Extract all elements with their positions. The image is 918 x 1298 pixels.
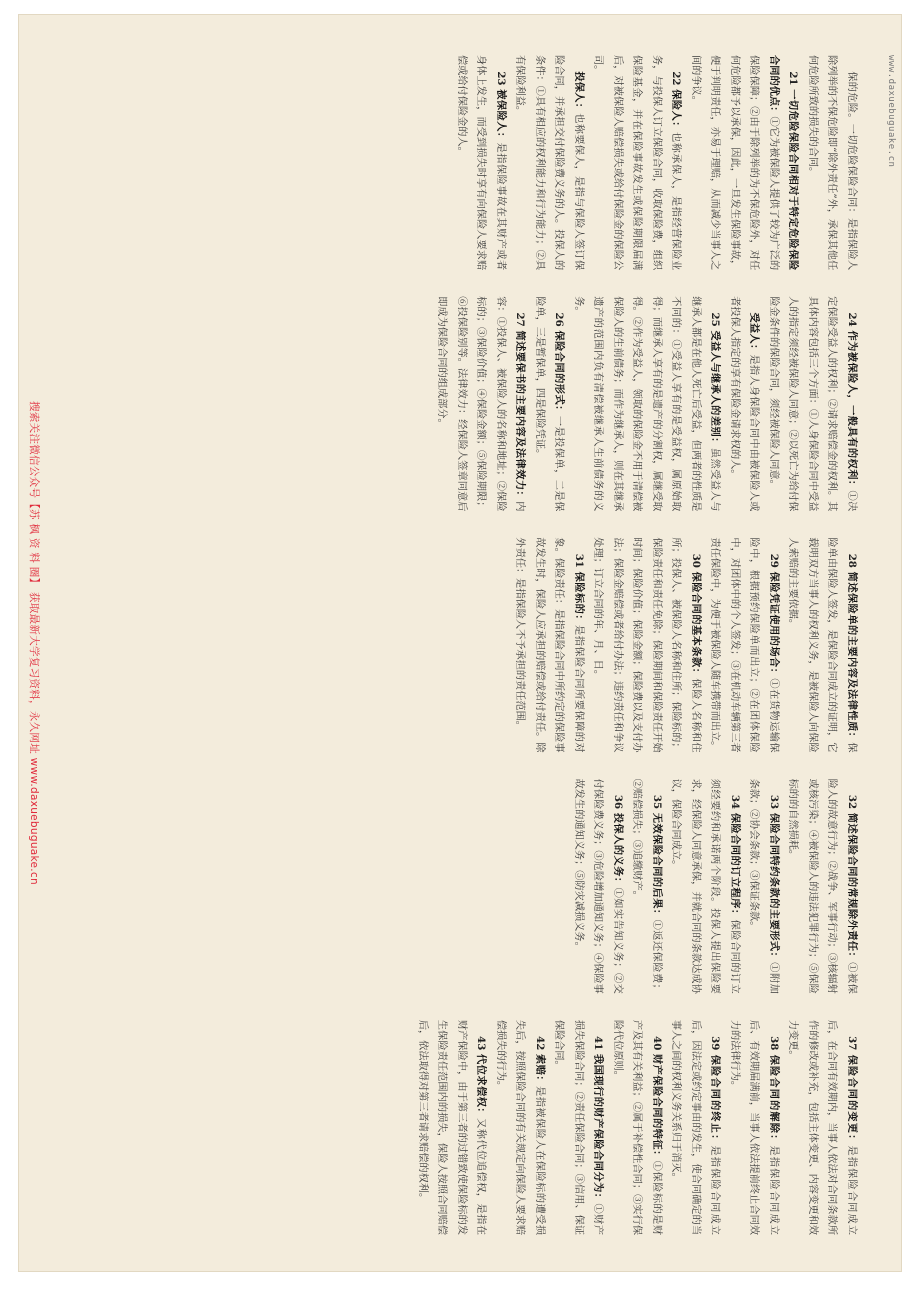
paragraph: [744, 779, 783, 994]
paragraph: [588, 537, 705, 752]
rotated-content: [19, 15, 901, 1271]
item-number: 37: [846, 1036, 858, 1051]
item-text: 是指保险合同所要保障的对象。保险责任：是指保险合同中所约定的保险事故发生时，保险人应承担的赔偿或给付责任。除外责任：是指保险人不予承担的责任范围。: [514, 537, 584, 753]
item-term: 简述保险合同的常规除外责任：: [846, 812, 858, 963]
item-number: 26: [553, 312, 566, 327]
item-text: 保的危险。一切危险保险合同：是指保险人除列举的不保危险即“除外责任”外，承保其他任何危险所致的损失的合同。: [807, 55, 857, 271]
item-text: ①财产损失保险合同；②责任保险合同；③信用、保证保险合同。: [553, 1019, 604, 1236]
header-strip: www.daxuebuguake.cn: [886, 55, 896, 168]
paragraph: [452, 55, 511, 270]
paragraph: [803, 55, 862, 270]
item-term: 作为被保险人，一般具有的权利：: [846, 330, 858, 491]
item-text: 是指人身保险合同中由被保险人或者投保人指定的享有保险金请求权的人。: [729, 296, 760, 512]
item-number: 32: [846, 794, 858, 810]
paragraph: [588, 55, 686, 270]
item-text: ①决定保险受益人的权利；②请求赔偿金的权利。其具体内容包括三个方面：①人身保险合同中受益人的指定须经被保险人同意；②以死亡为给付保险金条件的保险合同，须经被保险人同意。: [768, 296, 857, 512]
item-number: 28: [846, 553, 858, 568]
paragraph: [510, 55, 588, 270]
paragraph: [413, 1020, 491, 1235]
item-text: ①被保险人的故意行为；②战争、军事行动；③核辐射或核污染；④被保险人的违法犯罪行为；⑤保险标的的自然损耗。: [787, 778, 857, 994]
text-column: [51, 779, 861, 994]
item-term: 保险合同的终止：: [709, 1054, 722, 1146]
item-text: 是指保险合同成立后，因法定或约定事由的发生，使合同确定的当事人之间的权利义务关系归于消灭。: [670, 1019, 721, 1236]
text-column: [51, 1020, 861, 1235]
paragraph: [725, 296, 764, 511]
item-term: 一切危险保险合同相对于特定危险保险合同的优点：: [768, 55, 800, 271]
paragraph: [608, 1020, 667, 1235]
paragraph: [783, 779, 861, 994]
item-number: 40: [651, 1036, 663, 1051]
paragraph: [666, 1020, 725, 1235]
item-text: ①如实告知义务；②交付保险费义务；③危险增加通知义务；④保险事故发生的通知义务；⑤防灾减损义务。: [573, 778, 623, 994]
text-column: [51, 55, 861, 270]
item-text: ①附加条款；②协会条款；③保证条款。: [748, 778, 779, 994]
item-text: 也称要保人，是指与保险人签订保险合同，并承担交付保险费义务的人。投保人的条件：①具有相应的权利能力和行为能力；②具有保险利益。: [514, 55, 584, 271]
document-page: [18, 14, 902, 1272]
paragraph: [549, 1020, 608, 1235]
item-number: 23: [495, 71, 507, 86]
item-text: 又称代位追偿权，是指在财产保险中，由于第三者的过错致使保险标的发生保险责任范围内的损失，保险人按照合同赔偿后，依法取得对第三者请求赔偿的权利。: [417, 1019, 487, 1236]
item-number: 43: [475, 1036, 488, 1051]
item-term: 索赔：: [534, 1054, 546, 1087]
item-term: 投保人的义务：: [612, 812, 624, 888]
item-term: 代位求偿权：: [475, 1054, 488, 1119]
paragraph: [491, 1020, 550, 1235]
paragraph: [510, 537, 588, 752]
item-term: 受益人与继承人的差别：: [709, 330, 722, 448]
item-text: 内容：①投保人、被保险人的名称和地址；②保险标的；③保险价值；④保险金额；⑤保险期限；⑥投保险别等。法律效力：经保险人签章同意后即成为保险合同的组成部分。: [436, 296, 526, 512]
item-number: 36: [612, 794, 624, 810]
item-number: 24: [846, 312, 858, 327]
item-term: 保险合同的基本条款：: [690, 571, 702, 679]
paragraph: [666, 779, 744, 994]
item-text: ①它为被保险人提供了较为广泛的保险保障；②由于除列举的为不保危险外，对任何危险都予以承保，因此，一旦发生保险事故，便于判明责任，亦易于理赔，从而减少当事人之间的争议。: [690, 55, 779, 271]
item-number: 25: [709, 312, 722, 327]
item-number: 33: [768, 794, 780, 810]
item-term: 无效保险合同的后果：: [651, 812, 663, 920]
paragraph: [764, 296, 862, 511]
item-term: 财产保险合同的特征：: [651, 1054, 663, 1161]
item-number: 30: [690, 553, 702, 568]
item-number: 41: [592, 1036, 605, 1051]
item-text: 是指保险合同成立后，在合同有效期内，当事人依法对合同条款所作的修改或补充，包括主体变更、内容变更和效力变更。: [787, 1019, 857, 1236]
paragraph: [569, 779, 628, 994]
item-text: ①在货物运输保险中，根据预约保险单而出立；②在团体保险中，对团体中的个人签发；③在机动车辆第三者责任保险中，为便于被保险人随车携带而出立。: [709, 537, 779, 753]
text-columns: [51, 55, 861, 1235]
item-term: 我国现行的财产保险合同分为：: [592, 1054, 605, 1204]
item-number: 39: [709, 1036, 722, 1051]
item-term: 保险标的：: [573, 571, 585, 626]
item-number: 42: [534, 1036, 546, 1051]
text-column: [51, 296, 861, 511]
item-text: 保险单由保险人签发，是保险合同成立的证明，它载明双方当事人的权利义务，是被保险人向保险人索赔的主要依据。: [787, 537, 857, 753]
paragraph: [705, 537, 783, 752]
item-text: 是指保险事故在其财产或者身体上发生，而受到损失时享有向保险人要求赔偿或给付保险金的人。: [456, 55, 506, 271]
paragraph: [432, 296, 530, 511]
item-term: 保险合同的解除：: [768, 1054, 780, 1146]
item-number: 35: [651, 794, 663, 810]
item-text: ①返还保险费；②赔偿损失；③追缴财产。: [631, 778, 662, 994]
paragraph: [627, 779, 666, 994]
item-text: 是指被保险人在保险标的遭受损失后，按照保险合同的有关规定向保险人要求赔偿损失的行为。: [495, 1019, 545, 1236]
item-text: 是指保险合同成立后、有效期届满前，当事人依法提前终止合同效力的法律行为。: [729, 1019, 779, 1236]
item-number: 29: [768, 553, 780, 568]
item-term: 保险合同的订立程序：: [729, 812, 741, 920]
item-term: 被保险人：: [495, 89, 507, 143]
paragraph: [783, 537, 861, 752]
item-number: 31: [573, 553, 585, 568]
item-number: 38: [768, 1036, 780, 1051]
item-term: 简述保险单的主要内容及法律性质：: [846, 571, 858, 743]
item-text: 也称承保人，是指经营保险业务，与投保人订立保险合同，收取保险费，组织保险基金，并在保险事故发生或保险期限届满后，对被保险人赔偿损失或给付保险金的保险公司。: [592, 55, 682, 271]
footer-watermark: 搜索关注微信公众号【苏 枫 资 料 圈】 获取最新大学复习资料，永久网址 www.daxuebuguake.cn: [28, 401, 40, 885]
item-number: 21: [787, 71, 800, 86]
item-text: 保险人名称和住所；投保人、被保险人名称和住所；保险标的；保险责任和责任免除；保险期间和保险责任开始时间；保险价值；保险金额；保险费以及支付办法；保险金赔偿或者给付办法；违约责任和争议处理；订立合同的年、月、日。: [592, 537, 701, 753]
item-term: 保险合同的变更：: [846, 1054, 858, 1146]
item-term: 简述要保书的主要内容及法律效力：: [514, 330, 527, 502]
item-term: 保险合同特约条款的主要形式：: [768, 812, 780, 963]
text-column: [51, 537, 861, 752]
paragraph: [686, 55, 803, 270]
paragraph: [783, 1020, 861, 1235]
item-term: 保险人：: [670, 89, 683, 132]
item-text: 虽然受益人与继承人都是在他人死亡后受益，但两者的性质是不同的：①受益人享有的是受益权，属原始取得；而继承人享有的是遗产的分割权，属继受取得。②作为受益人，领取的保险金不用于清偿被保险人的生前债务；而作为继承人，则在其继承遗产的范围内负有清偿被继承人生前债务的义务。: [573, 296, 721, 512]
paragraph: [530, 296, 569, 511]
item-text: ①保险标的是财产及其有关利益；②属于补偿性合同；③实行保险代位原则。: [612, 1019, 662, 1236]
item-text: 保险合同的订立须经要约和承诺两个阶段。投保人提出保险要求，经保险人同意承保，并就合同的条款达成协议，保险合同成立。: [670, 778, 740, 994]
item-term: 投保人：: [573, 71, 585, 114]
item-term: 受益人：: [748, 312, 761, 355]
item-number: 22: [670, 71, 683, 86]
item-number: 27: [514, 312, 527, 327]
item-text: 一是投保单，二是保险单，三是暂保单，四是保险凭证。: [534, 296, 565, 512]
paragraph: [569, 296, 725, 511]
item-number: 34: [729, 794, 741, 810]
paragraph: [725, 1020, 784, 1235]
item-term: 保险合同的形式：: [553, 330, 566, 416]
item-term: 保险凭证使用的场合：: [768, 571, 780, 679]
